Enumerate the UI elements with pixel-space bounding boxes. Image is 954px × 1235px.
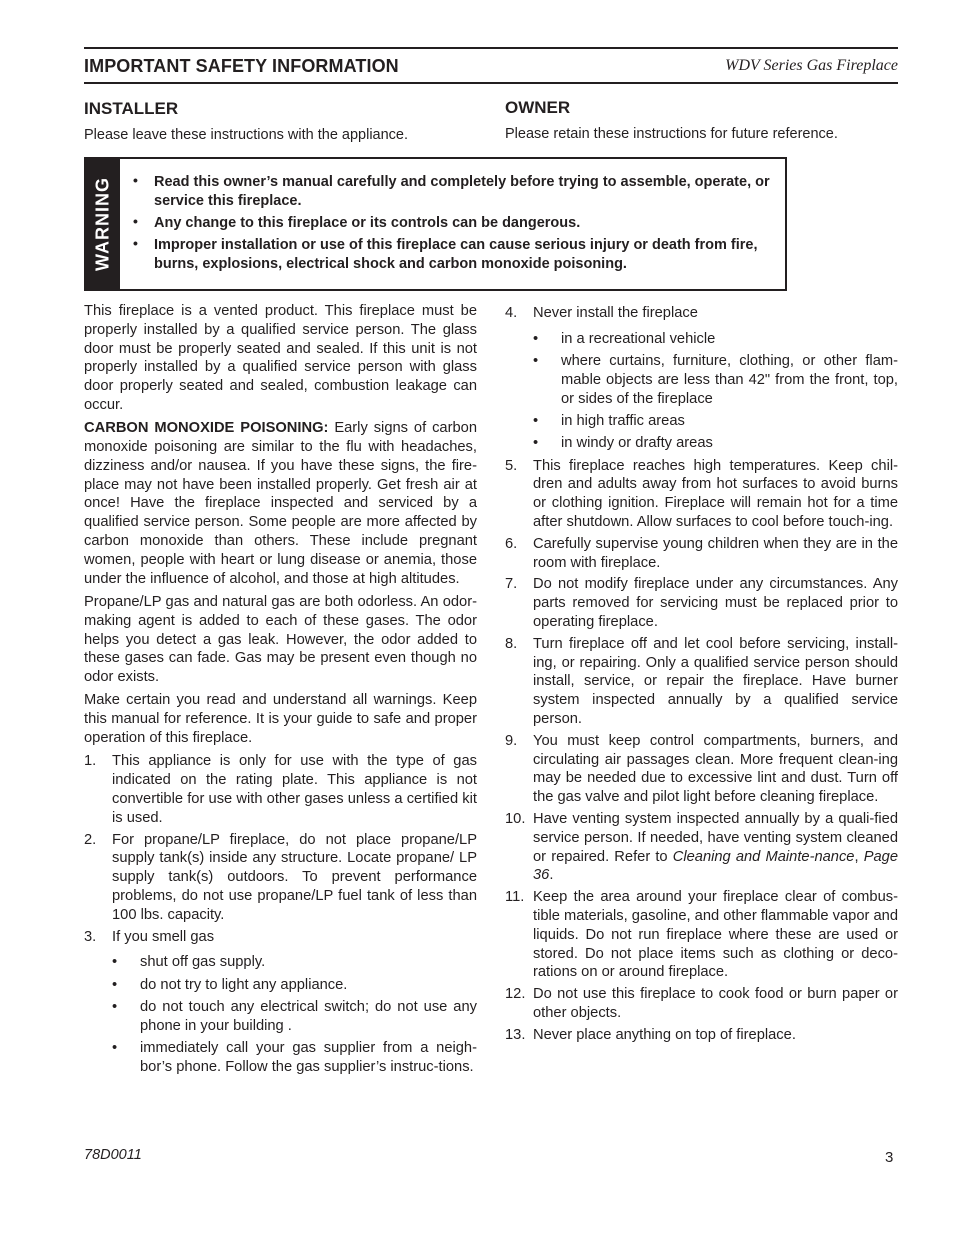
list-item: 4. Never install the fireplace xyxy=(505,305,698,321)
document-number: 78D0011 xyxy=(84,1147,142,1163)
page-number: 3 xyxy=(885,1149,894,1166)
list-item: 13. Never place anything on top of fireplace. xyxy=(505,1026,796,1043)
sub-list-item: • where curtains, furniture, clothing, or other flam-mable objects are less than 42" from the front, top, or sides of the fireplace xyxy=(533,353,898,407)
right-column xyxy=(505,304,898,1047)
list-item: 5. This fireplace reaches high temperatures. Keep chil-dren and adults away from hot surfaces to avoid burns or clothing ignition. Fireplace will remain hot for a time after shutdown. Allow surfaces to cool before touch-ing. xyxy=(505,457,898,530)
list-item: 11. Keep the area around your fireplace clear of combus-tible materials, gasoline, and other flammable vapor and liquids. Do not run fireplace where these are used or stored. Do not place items such as clothing or deco-rations on or around fireplace. xyxy=(505,889,898,981)
warnings-paragraph: Make certain you read and understand all warnings. Keep this manual for reference. It is your guide to safe and proper operation of this fireplace. xyxy=(84,692,477,747)
warning-item: • Read this owner’s manual carefully and completely before trying to assemble, operate, or service this fireplace. xyxy=(133,172,770,209)
manual-reference: Cleaning and Mainte-nance xyxy=(672,848,855,865)
gas-paragraph: Propane/LP gas and natural gas are both odorless. An odor-making agent is added to each of these gases. The odor helps you detect a gas leak. However, the odor added to these gases can fade. Gas may be present even though no odor exists. xyxy=(84,593,477,686)
co-label: CARBON MONOXIDE POISONING: xyxy=(84,420,329,437)
header-rule-bottom xyxy=(84,82,898,84)
bullet-icon: • xyxy=(533,412,539,429)
warning-item: • Any change to this fireplace or its controls can be dangerous. xyxy=(133,213,581,231)
list-item: 10. Have venting system inspected annually by a quali-fied service person. If needed, have venting system cleaned or repaired. Refer to Cleaning and Mainte-nance, Page 36. xyxy=(505,810,899,884)
sub-list-item: • do not try to light any appliance. xyxy=(112,976,348,993)
warning-list xyxy=(133,172,776,277)
bullet-icon: • xyxy=(133,172,138,188)
list-item: 1. This appliance is only for use with the type of gas indicated on the rating plate. This appliance is not convertible for use with other gases unless a certified kit is used. xyxy=(84,753,477,826)
co-paragraph: CARBON MONOXIDE POISONING: Early signs of carbon monoxide poisoning are similar to the flu with headaches, dizziness and/or nausea. If you have these signs, the fire-place may not have been installed properly. Get fresh air at once! Have the fireplace inspected and serviced by a qualified service person. Some people are more affected by carbon monoxide than others. These include pregnant women, people with heart or lung disease or anemia, those under the influence of alcohol, and those at high altitudes. xyxy=(84,420,477,587)
bullet-icon: • xyxy=(533,353,539,370)
warning-label: WARNING xyxy=(92,177,113,271)
sub-list-item: • shut off gas supply. xyxy=(112,954,266,971)
left-column xyxy=(84,302,477,1080)
list-item: 2. For propane/LP fireplace, do not place propane/LP supply tank(s) inside any structure. Locate propane/ LP supply tank(s) outdoors. To prevent performance problems, do not use propane/LP fuel tank of less than 100 lbs. capacity. xyxy=(84,831,477,923)
sub-list-item: • do not touch any electrical switch; do not use any phone in your building . xyxy=(112,998,477,1034)
bullet-icon: • xyxy=(133,235,138,251)
installer-heading: INSTALLER xyxy=(84,99,179,118)
bullet-icon: • xyxy=(112,954,118,971)
warning-box xyxy=(84,157,787,291)
owner-text: Please retain these instructions for future reference. xyxy=(505,126,838,142)
owner-heading: OWNER xyxy=(505,98,571,117)
bullet-icon: • xyxy=(533,435,539,452)
page-reference: Page 36 xyxy=(533,848,899,884)
list-item: 8. Turn fireplace off and let cool before servicing, install-ing, or repairing. Only a qualified service person should install, service, or repair the fireplace. Have burner system inspected annually by a qualified service person. xyxy=(505,635,898,727)
sub-list-item: • in a recreational vehicle xyxy=(533,330,716,347)
page-title: IMPORTANT SAFETY INFORMATION xyxy=(84,56,399,76)
bullet-icon: • xyxy=(112,976,118,993)
sub-list-item: • in high traffic areas xyxy=(533,412,685,429)
warning-label-tab xyxy=(86,159,120,289)
sub-list-item: • immediately call your gas supplier from a neigh-bor’s phone. Follow the gas supplier’s instruc-tions. xyxy=(112,1039,477,1075)
installer-text: Please leave these instructions with the appliance. xyxy=(84,127,409,143)
list-item: 12. Do not use this fireplace to cook food or burn paper or other objects. xyxy=(505,986,898,1021)
sub-list-item: • in windy or drafty areas xyxy=(533,435,713,452)
product-name: WDV Series Gas Fireplace xyxy=(725,57,898,74)
bullet-icon: • xyxy=(112,998,118,1015)
bullet-icon: • xyxy=(133,213,138,229)
list-item: 9. You must keep control compartments, burners, and circulating air passages clean. More frequent clean-ing may be needed due to excessive lint and dust. Turn off the gas valve and pilot light before cleaning fireplace. xyxy=(505,732,898,806)
bullet-icon: • xyxy=(112,1039,118,1056)
list-item: 6. Carefully supervise young children when they are in the room with fireplace. xyxy=(505,535,898,571)
list-item: 3. If you smell gas xyxy=(84,928,215,945)
bullet-icon: • xyxy=(533,330,539,347)
warning-item: • Improper installation or use of this fireplace can cause serious injury or death from fire, burns, explosions, electrical shock and carbon monoxide poisoning. xyxy=(133,235,758,272)
list-item: 7. Do not modify fireplace under any circumstances. Any parts removed for servicing must be replaced prior to operating fireplace. xyxy=(505,576,898,630)
header-rule-top xyxy=(84,47,898,49)
intro-paragraph: This fireplace is a vented product. This fireplace must be properly installed by a qualified service person. The glass door must be properly seated and sealed. If this unit is not properly installed by a qualified service person with glass door properly seated and sealed, combustion leakage can occur. xyxy=(84,303,477,413)
